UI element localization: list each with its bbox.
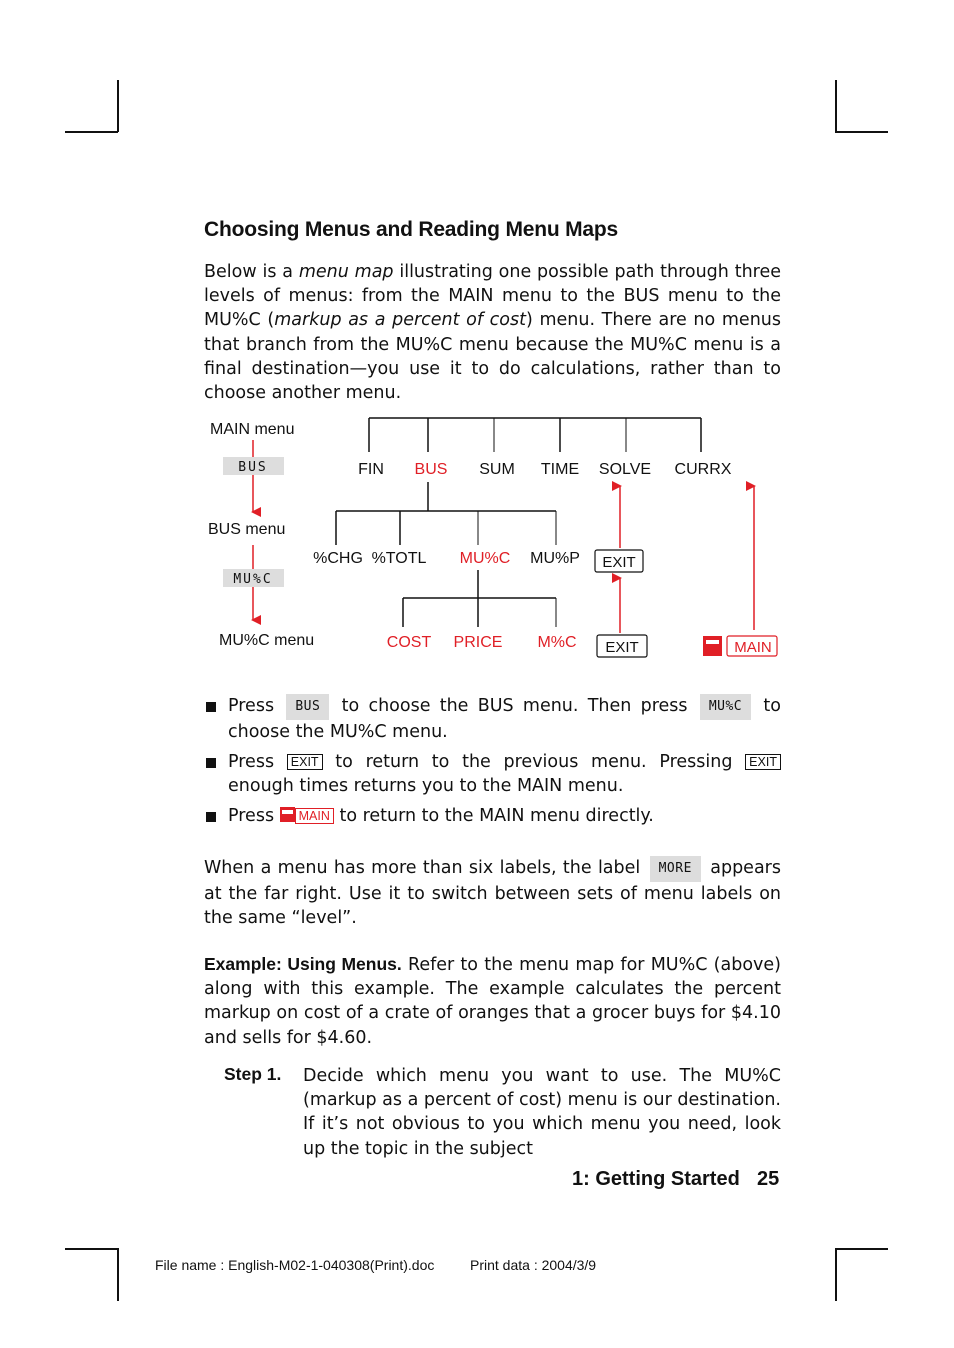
main-menu-label: MAIN menu [210,421,295,438]
menu-label-solve: SOLVE [598,461,652,478]
list-item: Press MAIN to return to the MAIN menu directly. [204,804,781,828]
page-number: 25 [757,1168,780,1190]
example-paragraph: Example: Using Menus. Refer to the menu map for MU%C (above) along with this example. The example calculates the percent markup on cost of a crate of oranges that a grocer buys for $4.10 and sells for $4.60. [204,954,781,1048]
instruction-list [204,694,781,834]
menu-label-bus: BUS [414,461,448,478]
file-name: File name : English-M02-1-040308(Print).doc [155,1257,435,1273]
step-label: Step 1. [224,1064,282,1084]
more-menu-key: MORE [650,856,701,882]
exit-key: EXIT [287,754,323,770]
menu-label-cost: COST [386,634,432,651]
main-key: MAIN [295,808,334,824]
menu-label-price: PRICE [453,634,503,651]
bullet-square [206,758,216,768]
bullet-square [206,702,216,712]
bus-menu-label: BUS menu [208,521,286,538]
menu-label-fin: FIN [358,461,384,478]
menu-label-sum: SUM [479,461,515,478]
list-item: Press EXIT to return to the previous menu. Pressing EXIT enough times returns you to the MAIN menu. [204,750,781,798]
shift-key-icon [703,636,722,656]
example-label: Example: Using Menus. [204,954,402,974]
menu-label-mpc: M%C [537,634,577,651]
bus-lcd-text: BUS [238,460,268,475]
exit-key: EXIT [745,754,781,770]
menu-label-mup: MU%P [530,550,580,567]
bus-menu-key: BUS [286,694,329,720]
shift-key-icon-notch [706,640,719,644]
menu-label-muc: MU%C [459,550,511,567]
shift-key-icon [280,807,295,822]
muc-menu-label: MU%C menu [219,632,315,649]
chapter-footer: 1: Getting Started [572,1168,740,1190]
menu-label-pct-chg: %CHG [313,550,363,567]
muc-lcd-text: MU%C [233,572,273,587]
menu-label-pct-totl: %TOTL [371,550,427,567]
print-data: Print data : 2004/3/9 [470,1257,597,1273]
exit-key-upper-label: EXIT [602,554,636,571]
step-text: Decide which menu you want to use. The MU%C (markup as a percent of cost) menu is our destination. If it’s not obvious to you which menu you need, look up the topic in the subject [303,1066,781,1159]
intro-paragraph: Below is a menu map illustrating one possible path through three levels of menus: from the MAIN menu to the BUS menu to the MU%C (markup as a percent of cost) menu. There are no menus that branch from the MU%C menu because the MU%C menu is a final destination—you use it to do calculations, rather than to choose another menu. [204,262,782,404]
muc-menu-key: MU%C [700,694,751,720]
more-paragraph: When a menu has more than six labels, the label MORE appears at the far right. Use it to switch between sets of menu labels on the same “level”. [204,858,781,929]
main-key-label: MAIN [734,639,772,656]
bullet-square [206,812,216,822]
exit-key-lower-label: EXIT [605,639,639,656]
menu-label-currx: CURRX [674,461,732,478]
list-item: Press BUS to choose the BUS menu. Then press MU%C to choose the MU%C menu. [204,694,781,744]
page-title: Choosing Menus and Reading Menu Maps [204,218,618,241]
menu-label-time: TIME [540,461,580,478]
